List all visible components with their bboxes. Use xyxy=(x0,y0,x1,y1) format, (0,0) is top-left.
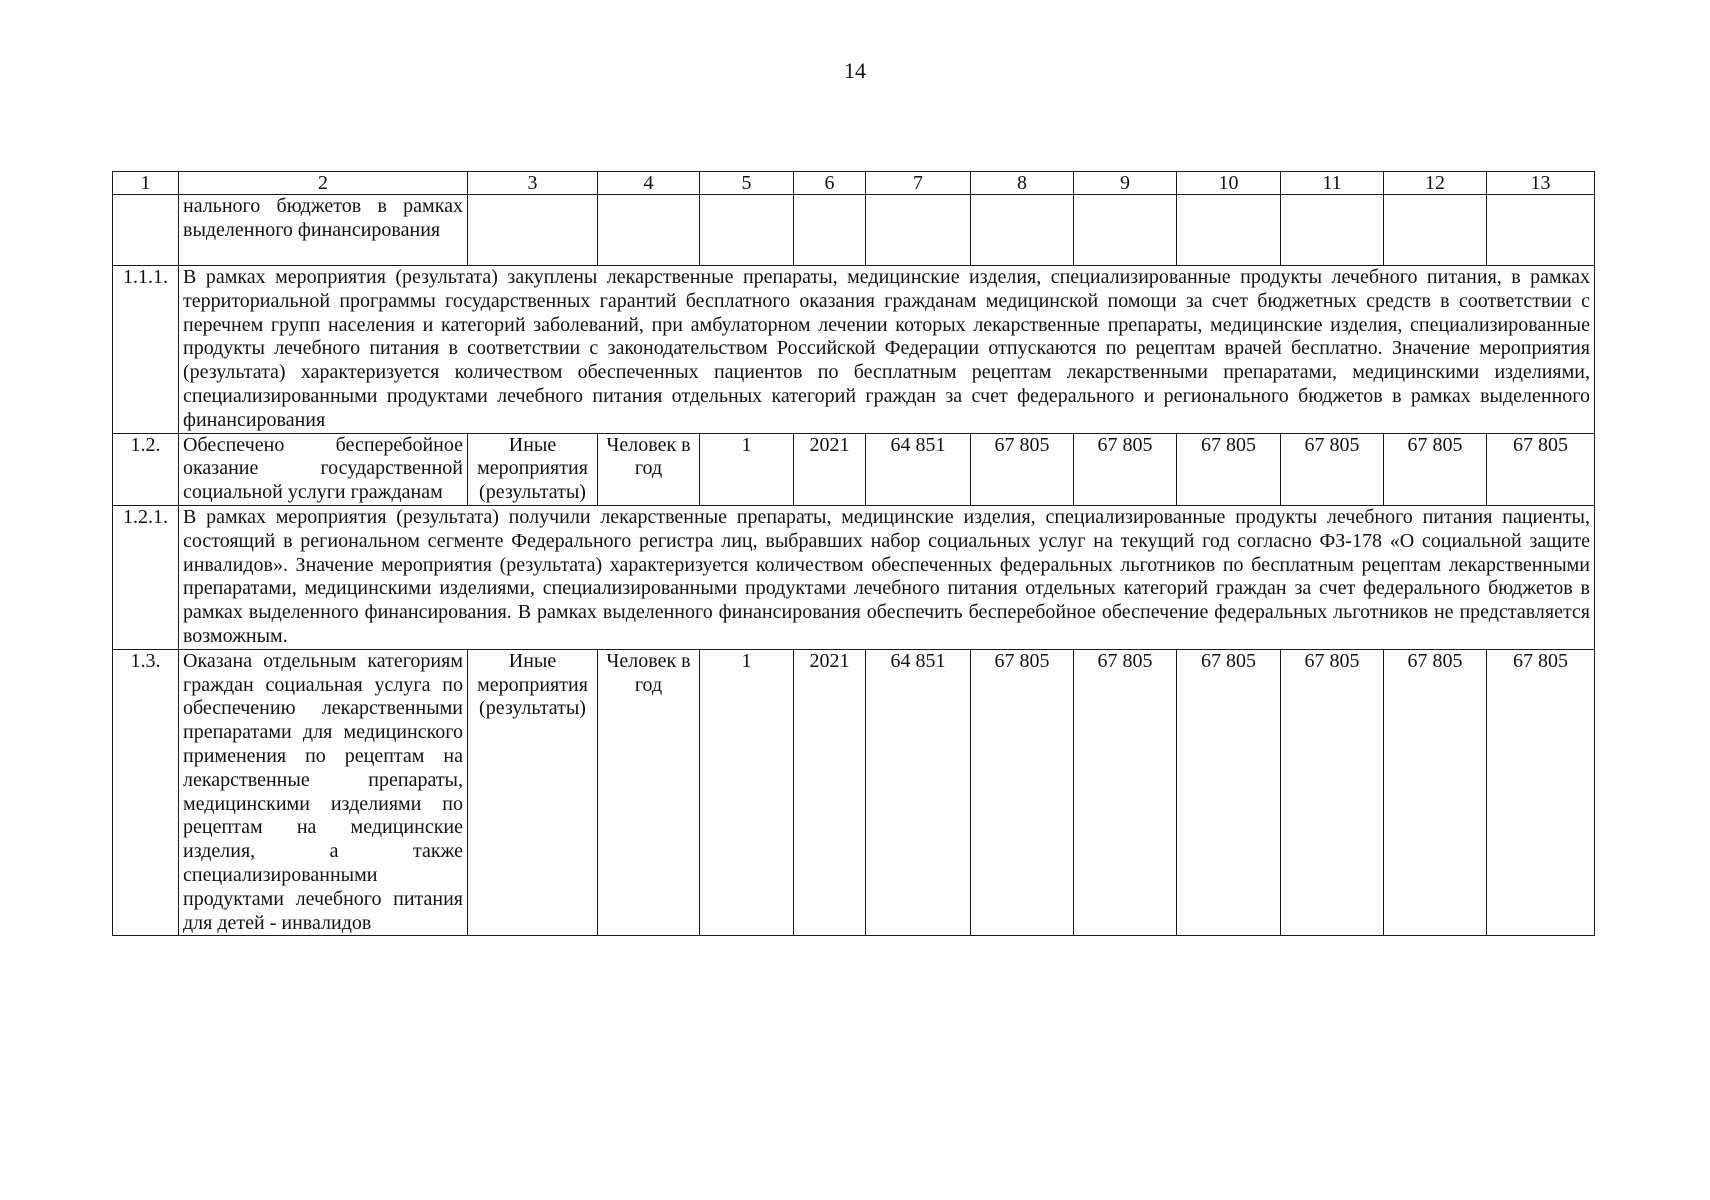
header-cell: 12 xyxy=(1384,172,1487,195)
header-cell: 7 xyxy=(866,172,971,195)
empty-cell xyxy=(700,195,794,266)
empty-cell xyxy=(794,195,866,266)
value-cell: 67 805 xyxy=(1074,433,1177,505)
value-cell: 67 805 xyxy=(1177,649,1281,936)
header-cell: 6 xyxy=(794,172,866,195)
indicator-name-cell: Оказана отдельным категориям граждан социальная услуга по обеспечению лекарственными препаратами для медицинского применения по рецептам на лекарственные препараты, медицинскими изделиями по рецептам на медицинские изделия, а также специализированными продуктами лечебного питания для детей - инвалидов xyxy=(179,649,468,936)
table-row-note xyxy=(113,505,1595,649)
header-cell: 4 xyxy=(598,172,700,195)
header-cell: 1 xyxy=(113,172,179,195)
row-number-cell xyxy=(113,195,179,266)
base-year-cell: 2021 xyxy=(794,649,866,936)
empty-cell xyxy=(468,195,598,266)
header-cell: 2 xyxy=(179,172,468,195)
header-cell: 8 xyxy=(971,172,1074,195)
value-cell: 67 805 xyxy=(1384,649,1487,936)
indicator-name-cell: нального бюджетов в рамках выделенного финансирования xyxy=(179,195,468,266)
empty-cell xyxy=(1384,195,1487,266)
unit-cell: Человек в год xyxy=(598,433,700,505)
header-cell: 11 xyxy=(1281,172,1384,195)
value-cell: 67 805 xyxy=(1177,433,1281,505)
value-cell: 67 805 xyxy=(1384,433,1487,505)
value-cell: 64 851 xyxy=(866,433,971,505)
empty-cell xyxy=(1281,195,1384,266)
header-cell: 10 xyxy=(1177,172,1281,195)
value-cell: 64 851 xyxy=(866,649,971,936)
page-number: 14 xyxy=(844,58,866,83)
header-cell: 13 xyxy=(1487,172,1595,195)
empty-cell xyxy=(971,195,1074,266)
value-cell: 67 805 xyxy=(971,433,1074,505)
value-cell: 67 805 xyxy=(971,649,1074,936)
header-cell: 9 xyxy=(1074,172,1177,195)
row-number-cell: 1.2.1. xyxy=(113,505,179,649)
table-row xyxy=(113,649,1595,936)
value-cell: 67 805 xyxy=(1487,433,1595,505)
value-cell: 67 805 xyxy=(1281,649,1384,936)
base-year-cell: 2021 xyxy=(794,433,866,505)
column-5-cell: 1 xyxy=(700,433,794,505)
empty-cell xyxy=(598,195,700,266)
table-row-continuation xyxy=(113,195,1595,266)
indicator-name-cell: Обеспечено бесперебойное оказание государственной социальной услуги гражданам xyxy=(179,433,468,505)
indicator-type-cell: Иные мероприятия (результаты) xyxy=(468,433,598,505)
row-number-cell: 1.2. xyxy=(113,433,179,505)
empty-cell xyxy=(1074,195,1177,266)
row-number-cell: 1.3. xyxy=(113,649,179,936)
column-5-cell: 1 xyxy=(700,649,794,936)
header-cell: 5 xyxy=(700,172,794,195)
table-row xyxy=(113,433,1595,505)
indicators-table xyxy=(112,171,1595,936)
note-text-cell: В рамках мероприятия (результата) получили лекарственные препараты, медицинские изделия, специализированные продукты лечебного питания пациенты, состоящий в региональном сегменте Федерального регистра лиц, выбравших набор социальных услуг на текущий год согласно ФЗ-178 «О социальной защите инвалидов». Значение мероприятия (результата) характеризуется количеством обеспеченных федеральных льготников по бесплатным рецептам лекарственными препаратами, медицинскими изделиями, специализированными продуктами лечебного питания отдельных категорий граждан за счет федерального бюджетов в рамках выделенного финансирования. В рамках выделенного финансирования обеспечить бесперебойное обеспечение федеральных льготников не представляется возможным. xyxy=(179,505,1595,649)
note-text-cell: В рамках мероприятия (результата) закуплены лекарственные препараты, медицинские изделия, специализированные продукты лечебного питания, в рамках территориальной программы государственных гарантий бесплатного оказания гражданам медицинской помощи за счет бюджетных средств в соответствии с перечнем групп населения и категорий заболеваний, при амбулаторном лечении которых лекарственные препараты, медицинские изделия, специализированные продукты лечебного питания в соответствии с законодательством Российской Федерации отпускаются по рецептам врачей бесплатно. Значение мероприятия (результата) характеризуется количеством обеспеченных пациентов по бесплатным рецептам лекарственными препаратами, медицинскими изделиями, специализированными продуктами лечебного питания отдельных категорий граждан за счет федерального и регионального бюджетов в рамках выделенного финансирования xyxy=(179,266,1595,434)
indicator-type-cell: Иные мероприятия (результаты) xyxy=(468,649,598,936)
value-cell: 67 805 xyxy=(1281,433,1384,505)
header-row xyxy=(113,172,1595,195)
row-number-cell: 1.1.1. xyxy=(113,266,179,434)
table-row-note xyxy=(113,266,1595,434)
value-cell: 67 805 xyxy=(1074,649,1177,936)
header-cell: 3 xyxy=(468,172,598,195)
unit-cell: Человек в год xyxy=(598,649,700,936)
empty-cell xyxy=(1487,195,1595,266)
table-body xyxy=(113,172,1595,936)
empty-cell xyxy=(1177,195,1281,266)
empty-cell xyxy=(866,195,971,266)
value-cell: 67 805 xyxy=(1487,649,1595,936)
